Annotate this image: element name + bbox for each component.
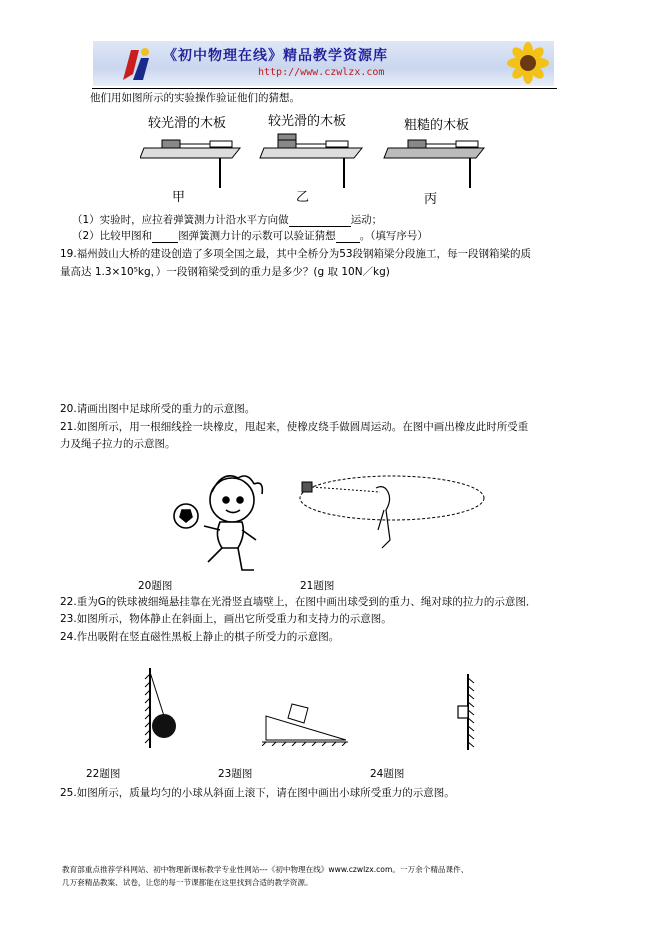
q20-text: 20.请画出图中足球所受的重力的示意图。 — [60, 403, 256, 415]
sunflower-icon — [498, 41, 554, 86]
q18-part1 — [72, 212, 382, 227]
banner-url[interactable]: http://www.czwlzx.com — [258, 67, 385, 78]
q19-line-1: 19.福州鼓山大桥的建设创造了多项全国之最，其中全桥分为53段钢箱梁分段施工，每一段钢箱梁的质 — [60, 248, 532, 260]
caption-22: 22题图 — [86, 768, 121, 780]
q22-text: 22.重为G的铁球被细绳悬挂靠在光滑竖直墙壁上，在图中画出球受到的重力、绳对球的拉力的示意图． — [60, 596, 537, 608]
friction-experiment-figure — [140, 130, 500, 190]
q18-part1-text-a: （1）实验时，应拉着弹簧测力计沿水平方向做 — [72, 214, 289, 226]
board-name-yi: 乙 — [296, 190, 310, 205]
header-rule — [92, 88, 557, 89]
banner-title: 《初中物理在线》精品教学资源库 — [163, 48, 388, 64]
board-label-1: 较光滑的木板 — [148, 116, 227, 131]
caption-24: 24题图 — [370, 768, 405, 780]
q23-text: 23.如图所示，物体静止在斜面上，画出它所受重力和支持力的示意图。 — [60, 613, 392, 625]
q21-line-1: 21.如图所示，用一根细线拴一块橡皮，甩起来，使橡皮绕手做圆周运动。在图中画出橡皮此时所受重 — [60, 421, 529, 433]
header-banner — [93, 41, 554, 86]
q18-part2-text-b: 图弹簧测力计的示数可以验证猜想 — [178, 230, 336, 242]
caption-20: 20题图 — [138, 580, 173, 592]
q18-blank-3[interactable] — [336, 228, 360, 243]
hanging-ball-figure — [142, 668, 192, 750]
q18-part2-text-c: 。（填写序号） — [359, 230, 428, 242]
incline-block-figure — [262, 696, 350, 746]
board-name-bing: 丙 — [424, 192, 438, 207]
board-name-jia: 甲 — [172, 190, 186, 205]
q18-part2-text-a: （2）比较甲图和 — [72, 230, 153, 242]
q18-part1-text-b: 运动； — [350, 214, 383, 226]
intro-text: 他们用如图所示的实验操作验证他们的猜想。 — [90, 92, 300, 104]
q18-blank-1[interactable] — [289, 212, 351, 227]
magnetic-board-figure — [452, 674, 482, 750]
football-figure — [168, 470, 278, 580]
q19-line-2: 量高达 1.3×10⁵kg，）一段钢箱梁受到的重力是多少？(g 取 10N／kg) — [60, 266, 390, 278]
board-label-3: 粗糙的木板 — [404, 118, 470, 133]
q24-text: 24.作出吸附在竖直磁性黑板上静止的棋子所受力的示意图。 — [60, 631, 340, 643]
q18-blank-2[interactable] — [152, 228, 178, 243]
board-label-2: 较光滑的木板 — [268, 114, 347, 129]
q18-part2 — [72, 228, 428, 243]
footer-line-2: 几万套精品教案、试卷，让您的每一节课都能在这里找到合适的教学资源。 — [62, 878, 313, 887]
caption-21: 21题图 — [300, 580, 335, 592]
caption-23: 23题图 — [218, 768, 253, 780]
q21-line-2: 力及绳子拉力的示意图。 — [60, 438, 176, 450]
site-logo-icon — [115, 44, 155, 84]
q25-text: 25.如图所示，质量均匀的小球从斜面上滚下，请在图中画出小球所受重力的示意图。 — [60, 787, 455, 799]
circular-motion-figure — [296, 470, 492, 550]
footer-line-1: 教育部重点推荐学科网站、初中物理新课标教学专业性网站---《初中物理在线》www.czwlzx.com。一万余个精品课件、 — [62, 865, 469, 874]
